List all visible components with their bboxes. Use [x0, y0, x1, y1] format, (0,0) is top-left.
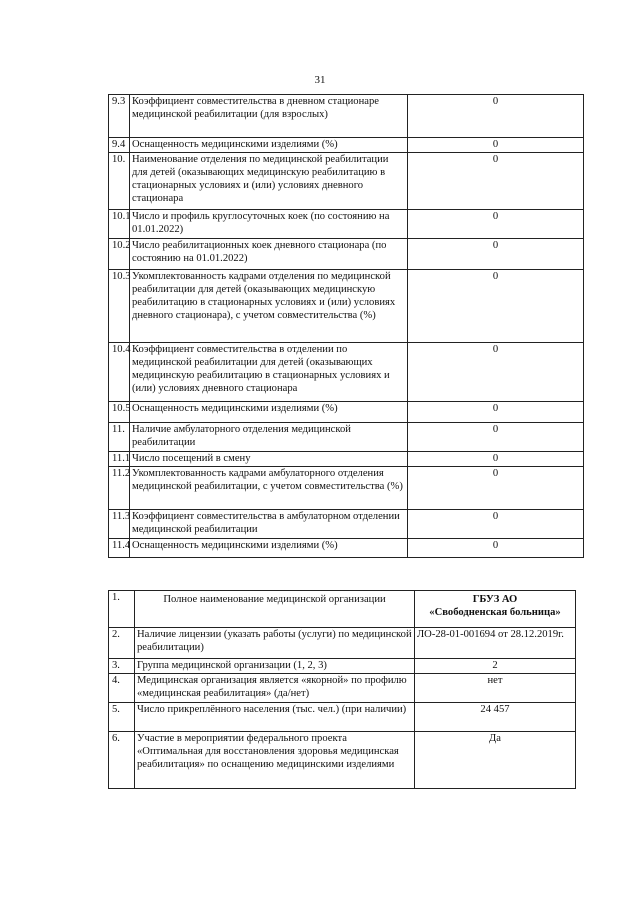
row-value: 0 [408, 239, 584, 270]
row-label: Коэффициент совместительства в амбулаторном отделении медицинской реабилитации [130, 510, 408, 539]
row-number: 11.1 [109, 452, 130, 467]
row-label: Коэффициент совместительства в дневном стационаре медицинской реабилитации (для взрослых) [130, 95, 408, 138]
table-row [109, 539, 584, 558]
table-row [109, 153, 584, 210]
row-value: 24 457 [415, 703, 576, 732]
row-number: 10.1 [109, 210, 130, 239]
row-value: нет [415, 674, 576, 703]
row-value: 2 [415, 659, 576, 674]
row-number: 10.5 [109, 402, 130, 423]
row-number: 9.3 [109, 95, 130, 138]
row-number: 10.3 [109, 270, 130, 343]
row-label: Число посещений в смену [130, 452, 408, 467]
row-label: Медицинская организация является «якорной» по профилю «медицинская реабилитация» (да/нет) [135, 674, 415, 703]
table-row [109, 210, 584, 239]
table-row [109, 732, 576, 789]
table-row [109, 674, 576, 703]
table-row [109, 239, 584, 270]
row-value: 0 [408, 510, 584, 539]
table-row [109, 628, 576, 659]
row-value: ЛО-28-01-001694 от 28.12.2019г. [415, 628, 576, 659]
row-number: 10.2 [109, 239, 130, 270]
row-number: 11. [109, 423, 130, 452]
row-value: 0 [408, 95, 584, 138]
row-value: 0 [408, 423, 584, 452]
row-label: Число и профиль круглосуточных коек (по состоянию на 01.01.2022) [130, 210, 408, 239]
row-label: Наличие амбулаторного отделения медицинской реабилитации [130, 423, 408, 452]
row-number: 4. [109, 674, 135, 703]
row-label: Укомплектованность кадрами отделения по медицинской реабилитации для детей (оказывающих медицинскую реабилитацию в стационарных условиях и (или) условиях дневного стационара), с учетом совместительства (%) [130, 270, 408, 343]
row-label: Оснащенность медицинскими изделиями (%) [130, 539, 408, 558]
table-row [109, 703, 576, 732]
table-row [109, 138, 584, 153]
row-number: 11.3 [109, 510, 130, 539]
row-label: Полное наименование медицинской организации [135, 591, 415, 628]
row-value: Да [415, 732, 576, 789]
row-label: Оснащенность медицинскими изделиями (%) [130, 138, 408, 153]
row-value: 0 [408, 343, 584, 402]
table-row [109, 591, 576, 628]
organization-info-table [108, 590, 576, 789]
rehab-indicators-table [108, 94, 584, 558]
row-value: 0 [408, 210, 584, 239]
table-row [109, 95, 584, 138]
row-number: 11.2 [109, 467, 130, 510]
table-row [109, 467, 584, 510]
row-label: Наличие лицензии (указать работы (услуги) по медицинской реабилитации) [135, 628, 415, 659]
row-label: Группа медицинской организации (1, 2, 3) [135, 659, 415, 674]
table-row [109, 510, 584, 539]
row-label: Число прикреплённого населения (тыс. чел.) (при наличии) [135, 703, 415, 732]
table-row [109, 452, 584, 467]
table-row [109, 270, 584, 343]
row-value: 0 [408, 153, 584, 210]
row-label: Наименование отделения по медицинской реабилитации для детей (оказывающих медицинскую реабилитацию в стационарных условиях и (или) условиях дневного стационара [130, 153, 408, 210]
row-value: 0 [408, 467, 584, 510]
row-value: 0 [408, 270, 584, 343]
row-number: 2. [109, 628, 135, 659]
table-row [109, 423, 584, 452]
organization-name: «Свободненская больница» [429, 607, 561, 618]
row-label: Коэффициент совместительства в отделении по медицинской реабилитации для детей (оказывающих медицинскую реабилитацию в стационарных условиях и (или) условиях дневного стационара [130, 343, 408, 402]
row-number: 3. [109, 659, 135, 674]
row-number: 1. [109, 591, 135, 628]
row-number: 6. [109, 732, 135, 789]
organization-short-name: ГБУЗ АО [472, 594, 518, 605]
row-value: 0 [408, 138, 584, 153]
row-label: Укомплектованность кадрами амбулаторного отделения медицинской реабилитации, с учетом совместительства (%) [130, 467, 408, 510]
table-row [109, 659, 576, 674]
row-number: 5. [109, 703, 135, 732]
row-label: Участие в мероприятии федерального проекта «Оптимальная для восстановления здоровья медицинская реабилитация» по оснащению медицинскими изделиями [135, 732, 415, 789]
page-number: 31 [314, 74, 326, 86]
row-number: 10. [109, 153, 130, 210]
organization-name-cell [415, 591, 576, 628]
row-number: 9.4 [109, 138, 130, 153]
table-row [109, 402, 584, 423]
row-value: 0 [408, 539, 584, 558]
row-label: Оснащенность медицинскими изделиями (%) [130, 402, 408, 423]
row-number: 11.4 [109, 539, 130, 558]
row-label: Число реабилитационных коек дневного стационара (по состоянию на 01.01.2022) [130, 239, 408, 270]
row-value: 0 [408, 452, 584, 467]
row-value: 0 [408, 402, 584, 423]
row-number: 10.4 [109, 343, 130, 402]
table-row [109, 343, 584, 402]
